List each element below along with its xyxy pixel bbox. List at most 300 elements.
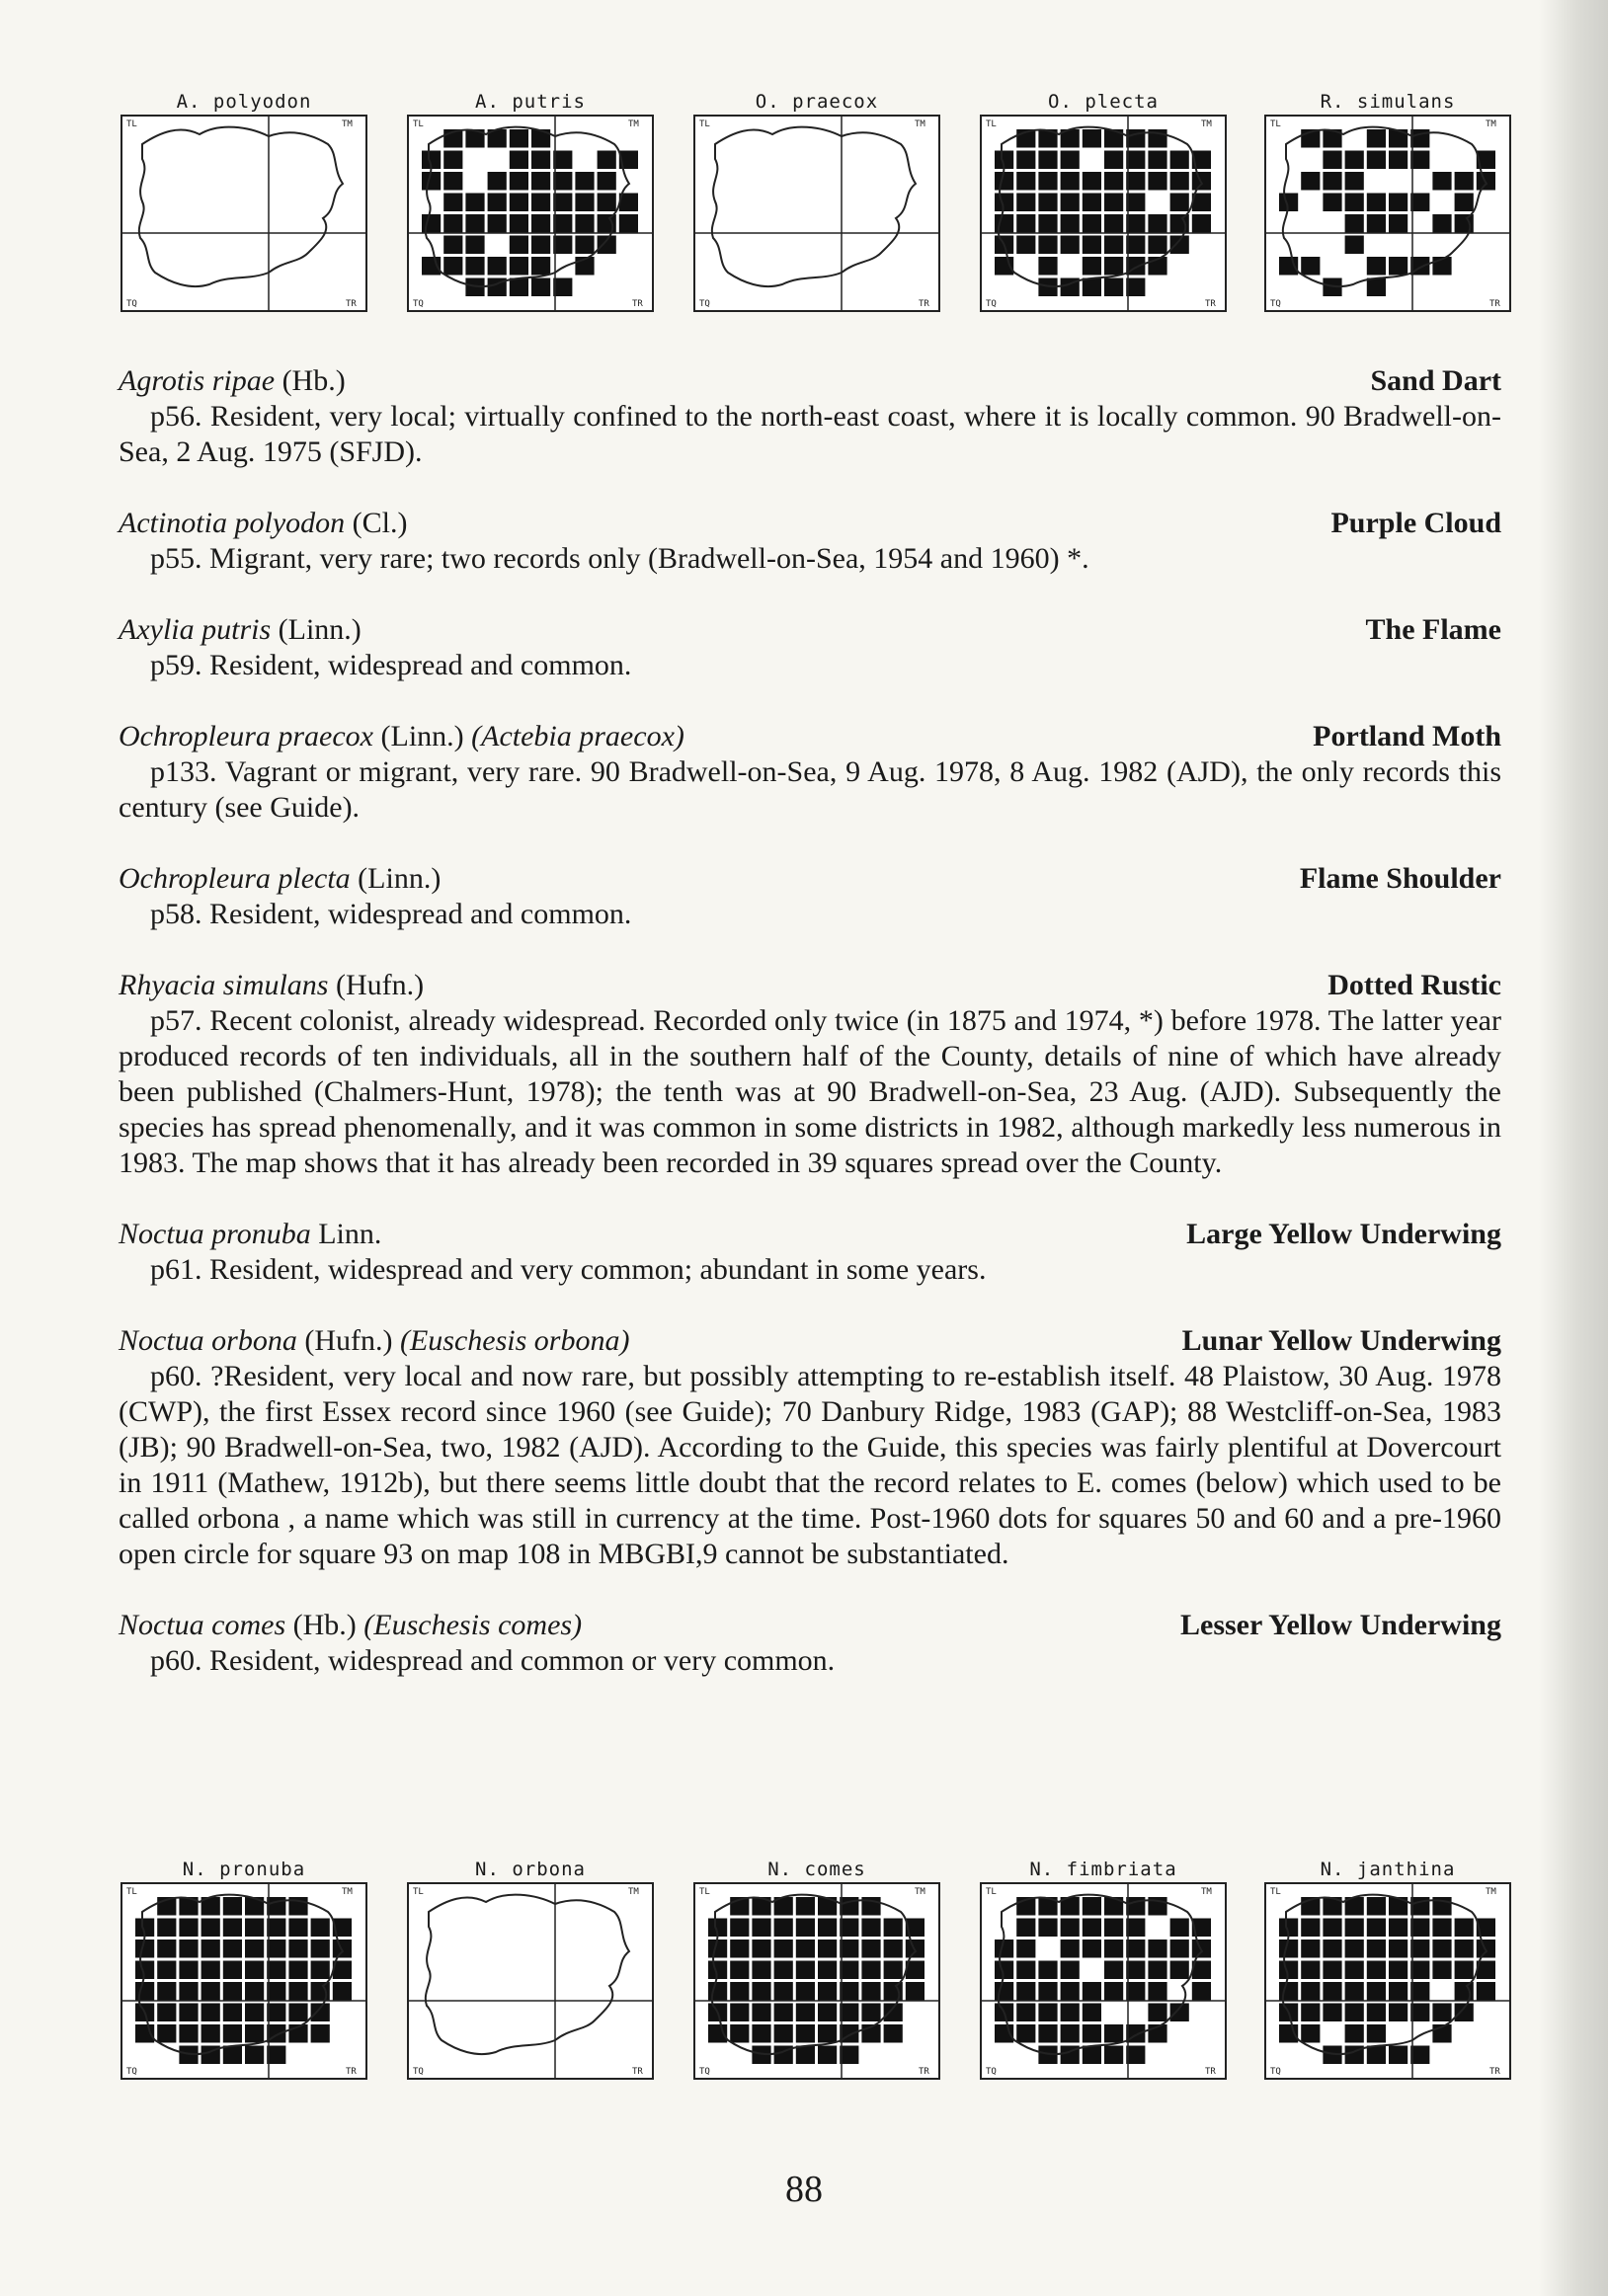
synonym: (Euschesis orbona)	[399, 1324, 630, 1357]
entry-text: p60. Resident, widespread and common or very common.	[150, 1644, 836, 1677]
record-square	[1104, 194, 1123, 212]
record-square	[1104, 1961, 1123, 1980]
record-square	[1170, 1940, 1189, 1958]
record-square	[288, 1919, 307, 1938]
map-title: N. fimbriata	[1029, 1859, 1177, 1880]
record-square	[311, 1961, 330, 1980]
record-square	[1126, 1961, 1145, 1980]
essex-map	[693, 1882, 940, 2080]
record-square	[1367, 194, 1386, 212]
essex-map	[1264, 1882, 1511, 2080]
record-square	[1170, 172, 1189, 191]
distribution-map	[980, 1857, 1227, 2080]
record-square	[1323, 172, 1341, 191]
scientific-name: Agrotis ripae	[119, 364, 276, 397]
record-square	[245, 2004, 264, 2022]
record-square	[1104, 2024, 1123, 2043]
record-square	[1323, 1940, 1341, 1958]
record-square	[1389, 151, 1407, 170]
record-square	[1345, 1961, 1364, 1980]
record-square	[1083, 194, 1101, 212]
record-square	[267, 1961, 285, 1980]
record-square	[598, 236, 616, 255]
page-number: 88	[785, 2169, 823, 2210]
record-square	[135, 1940, 154, 1958]
scientific-name: Noctua pronuba	[119, 1218, 311, 1250]
grid-square-label: TM	[1486, 119, 1496, 129]
record-square	[1410, 1961, 1429, 1980]
record-square	[1367, 1982, 1386, 2001]
map-title: A. polyodon	[176, 91, 312, 113]
record-square	[267, 2004, 285, 2022]
record-square	[245, 1961, 264, 1980]
record-square	[1061, 236, 1080, 255]
record-square	[1038, 1961, 1057, 1980]
record-square	[1345, 151, 1364, 170]
record-square	[488, 257, 507, 276]
record-square	[1389, 2046, 1407, 2065]
record-square	[861, 1982, 880, 2001]
record-square	[267, 2046, 285, 2065]
record-square	[884, 1961, 903, 1980]
record-square	[752, 1982, 770, 2001]
grid-square-label: TR	[1205, 299, 1216, 309]
record-square	[1410, 2046, 1429, 2065]
record-square	[1061, 1940, 1080, 1958]
record-square	[1367, 1940, 1386, 1958]
record-square	[1323, 1919, 1341, 1938]
record-square	[818, 1982, 837, 2001]
record-square	[818, 2024, 837, 2043]
record-square	[443, 257, 462, 276]
record-square	[1038, 2024, 1057, 2043]
record-square	[1083, 236, 1101, 255]
record-square	[311, 1919, 330, 1938]
page-edge-shadow	[1539, 0, 1608, 2296]
record-square	[267, 1919, 285, 1938]
record-square	[531, 214, 550, 233]
record-square	[510, 194, 528, 212]
species-entry	[119, 719, 1501, 826]
grid-square-label: TM	[342, 1887, 353, 1897]
grid-square-label: TM	[1201, 1887, 1212, 1897]
authority: (Cl.)	[345, 507, 408, 539]
record-square	[796, 1982, 815, 2001]
grid-square-label: TR	[632, 2067, 643, 2077]
grid-square-label: TM	[915, 1887, 925, 1897]
record-square	[1083, 214, 1101, 233]
record-square	[840, 1940, 858, 1958]
common-name: The Flame	[1365, 613, 1501, 646]
record-square	[1170, 194, 1189, 212]
record-square	[443, 172, 462, 191]
record-square	[245, 1940, 264, 1958]
record-square	[598, 172, 616, 191]
distribution-map	[693, 89, 940, 312]
distribution-map	[1264, 89, 1511, 312]
record-square	[510, 214, 528, 233]
record-square	[1083, 1940, 1101, 1958]
record-square	[179, 1919, 198, 1938]
record-square	[840, 2004, 858, 2022]
record-square	[1148, 1982, 1166, 2001]
record-square	[1104, 257, 1123, 276]
grid-square-label: TL	[126, 1887, 137, 1897]
species-entry	[119, 363, 1501, 470]
map-title: N. pronuba	[182, 1859, 306, 1880]
record-square	[1367, 257, 1386, 276]
record-square	[245, 2046, 264, 2065]
record-square	[1104, 151, 1123, 170]
record-square	[1345, 1982, 1364, 2001]
record-square	[730, 1919, 749, 1938]
record-square	[1038, 1919, 1057, 1938]
record-square	[1148, 172, 1166, 191]
record-square	[1345, 194, 1364, 212]
distribution-map	[121, 89, 367, 312]
record-square	[510, 151, 528, 170]
record-square	[223, 1897, 242, 1916]
record-square	[1148, 1961, 1166, 1980]
authority: (Hufn.)	[296, 1324, 400, 1357]
grid-square-label: TR	[632, 299, 643, 309]
record-square	[1455, 1919, 1474, 1938]
record-square	[1323, 194, 1341, 212]
grid-square-label: TQ	[699, 2067, 710, 2077]
record-square	[288, 1940, 307, 1958]
record-square	[1410, 2004, 1429, 2022]
record-square	[774, 2024, 793, 2043]
record-square	[1083, 1919, 1101, 1938]
record-square	[1455, 172, 1474, 191]
species-entry	[119, 1608, 1501, 1679]
record-square	[1104, 214, 1123, 233]
record-square	[1061, 151, 1080, 170]
essex-map	[980, 1882, 1227, 2080]
record-square	[553, 151, 572, 170]
grid-square-label: TL	[413, 119, 424, 129]
record-square	[730, 1940, 749, 1958]
entry-heading	[119, 612, 1501, 648]
essex-map	[980, 115, 1227, 312]
grid-square-label: TR	[919, 2067, 929, 2077]
record-square	[443, 214, 462, 233]
record-square	[1083, 2004, 1101, 2022]
record-square	[1455, 1961, 1474, 1980]
record-square	[1038, 257, 1057, 276]
record-square	[1126, 1982, 1145, 2001]
record-square	[1410, 1940, 1429, 1958]
common-name: Large Yellow Underwing	[1186, 1218, 1501, 1250]
record-square	[840, 1961, 858, 1980]
record-square	[884, 1940, 903, 1958]
record-square	[553, 236, 572, 255]
species-entries	[119, 363, 1501, 1714]
record-square	[1367, 1919, 1386, 1938]
record-square	[333, 1982, 352, 2001]
record-square	[1061, 1982, 1080, 2001]
record-square	[1038, 172, 1057, 191]
record-square	[1170, 1919, 1189, 1938]
record-square	[1301, 2004, 1320, 2022]
scientific-name: Ochropleura praecox	[119, 720, 373, 752]
record-square	[1367, 1961, 1386, 1980]
record-square	[575, 236, 594, 255]
species-entry	[119, 612, 1501, 683]
record-square	[1061, 172, 1080, 191]
species-entry	[119, 861, 1501, 932]
scientific-name: Axylia putris	[119, 613, 272, 646]
record-square	[796, 1961, 815, 1980]
record-square	[1104, 172, 1123, 191]
record-square	[245, 2024, 264, 2043]
entry-heading	[119, 861, 1501, 897]
record-square	[730, 2004, 749, 2022]
entry-heading	[119, 506, 1501, 541]
grid-square-label: TR	[919, 299, 929, 309]
map-title: N. orbona	[475, 1859, 586, 1880]
grid-square-label: TQ	[986, 2067, 997, 2077]
record-square	[531, 172, 550, 191]
record-square	[906, 1982, 925, 2001]
record-square	[884, 2024, 903, 2043]
record-square	[1104, 1940, 1123, 1958]
map-title: A. putris	[475, 91, 586, 113]
species-entry	[119, 1217, 1501, 1288]
record-square	[884, 2004, 903, 2022]
record-square	[1410, 1982, 1429, 2001]
record-square	[288, 1982, 307, 2001]
grid-square-label: TR	[1205, 2067, 1216, 2077]
map-title: N. comes	[767, 1859, 866, 1880]
record-square	[708, 1940, 727, 1958]
record-square	[1038, 214, 1057, 233]
record-square	[1016, 236, 1035, 255]
record-square	[1016, 2004, 1035, 2022]
record-square	[1170, 1961, 1189, 1980]
record-square	[553, 172, 572, 191]
entry-text: p56. Resident, very local; virtually confined to the north-east coast, where it is locally common. 90 Bradwell-on-Sea, 2 Aug. 1975 (SFJD).	[119, 400, 1501, 468]
essex-map	[1264, 115, 1511, 312]
record-square	[1061, 2004, 1080, 2022]
record-square	[1301, 2024, 1320, 2043]
entry-heading	[119, 1608, 1501, 1643]
record-square	[157, 1982, 176, 2001]
record-square	[157, 2004, 176, 2022]
record-square	[488, 172, 507, 191]
record-square	[553, 214, 572, 233]
entry-text: p59. Resident, widespread and common.	[150, 649, 632, 681]
record-square	[575, 194, 594, 212]
record-square	[510, 172, 528, 191]
record-square	[531, 194, 550, 212]
authority: (Linn.)	[271, 613, 362, 646]
record-square	[730, 1961, 749, 1980]
grid-square-label: TL	[986, 1887, 997, 1897]
record-square	[752, 1940, 770, 1958]
grid-square-label: TR	[346, 299, 357, 309]
record-square	[443, 194, 462, 212]
record-square	[223, 1961, 242, 1980]
record-square	[311, 2004, 330, 2022]
record-square	[1477, 1982, 1495, 2001]
record-square	[1455, 2004, 1474, 2022]
record-square	[1345, 2004, 1364, 2022]
record-square	[818, 2004, 837, 2022]
record-square	[422, 172, 441, 191]
grid-square-label: TL	[126, 119, 137, 129]
record-square	[1038, 1982, 1057, 2001]
record-square	[1367, 1897, 1386, 1916]
record-square	[1389, 1982, 1407, 2001]
record-square	[995, 172, 1013, 191]
record-square	[1389, 214, 1407, 233]
record-square	[201, 1982, 220, 2001]
record-square	[465, 214, 484, 233]
record-square	[1038, 236, 1057, 255]
record-square	[1345, 1940, 1364, 1958]
record-square	[1410, 1919, 1429, 1938]
record-square	[531, 257, 550, 276]
entry-text: p60. ?Resident, very local and now rare, but possibly attempting to re-establish itself. 48 Plaistow, 30 Aug. 1978 (CWP), the first Essex record since 1960 (see Guide); 70 Danbury Ridge, 1983 (GAP); 88 Westcliff-on-Sea, 1983 (JB); 90 Bradwell-on-Sea, two, 1982 (AJD). According to the Guide, this species was fairly plentiful at Dovercourt in 1911 (Mathew, 1912b), but there seems little doubt that the record relates to E. comes (below) which used to be called orbona , a name which was still in currency at the time. Post-1960 dots for squares 50 and 60 and a pre-1960 open circle for square 93 on map 108 in MBGBI,9 cannot be substantiated.	[119, 1360, 1501, 1570]
record-square	[1016, 1919, 1035, 1938]
distribution-map	[121, 1857, 367, 2080]
grid-square-label: TQ	[699, 299, 710, 309]
record-square	[1345, 2024, 1364, 2043]
record-square	[531, 278, 550, 297]
record-square	[1455, 194, 1474, 212]
essex-map	[121, 1882, 367, 2080]
grid-square-label: TM	[915, 119, 925, 129]
common-name: Sand Dart	[1370, 364, 1501, 397]
record-square	[1367, 2024, 1386, 2043]
record-square	[201, 1961, 220, 1980]
record-square	[1432, 1919, 1451, 1938]
record-square	[179, 1961, 198, 1980]
record-square	[840, 1919, 858, 1938]
distribution-map	[693, 1857, 940, 2080]
record-square	[1083, 172, 1101, 191]
grid-square-label: TM	[628, 119, 639, 129]
record-square	[1410, 151, 1429, 170]
record-square	[443, 151, 462, 170]
distribution-map	[407, 89, 654, 312]
record-square	[1126, 151, 1145, 170]
record-square	[1083, 2046, 1101, 2065]
record-square	[1367, 278, 1386, 297]
record-square	[1148, 2004, 1166, 2022]
common-name: Purple Cloud	[1330, 507, 1501, 539]
record-square	[840, 2046, 858, 2065]
map-title: O. praecox	[755, 91, 879, 113]
record-square	[488, 214, 507, 233]
record-square	[1083, 2024, 1101, 2043]
record-square	[774, 1982, 793, 2001]
grid-square-label: TL	[986, 119, 997, 129]
record-square	[818, 1919, 837, 1938]
record-square	[1061, 214, 1080, 233]
record-square	[1432, 1961, 1451, 1980]
record-square	[1104, 2046, 1123, 2065]
record-square	[796, 2046, 815, 2065]
record-square	[553, 278, 572, 297]
record-square	[1170, 2004, 1189, 2022]
record-square	[1367, 2004, 1386, 2022]
entry-text: p133. Vagrant or migrant, very rare. 90 Bradwell-on-Sea, 9 Aug. 1978, 8 Aug. 1982 (AJD), the only records this century (see Guide).	[119, 755, 1501, 824]
record-square	[179, 1940, 198, 1958]
grid-square-label: TL	[699, 119, 710, 129]
record-square	[201, 2004, 220, 2022]
record-square	[752, 2024, 770, 2043]
grid-square-label: TM	[1486, 1887, 1496, 1897]
record-square	[179, 2024, 198, 2043]
record-square	[1323, 1961, 1341, 1980]
record-square	[1126, 236, 1145, 255]
record-square	[245, 1919, 264, 1938]
record-square	[1061, 2024, 1080, 2043]
record-square	[1126, 278, 1145, 297]
scientific-name: Noctua comes	[119, 1609, 286, 1641]
record-square	[861, 1940, 880, 1958]
record-square	[465, 257, 484, 276]
authority: (Linn.)	[350, 862, 442, 895]
record-square	[267, 1940, 285, 1958]
record-square	[1432, 214, 1451, 233]
authority: (Hufn.)	[328, 969, 425, 1001]
record-square	[179, 1982, 198, 2001]
record-square	[774, 1940, 793, 1958]
record-square	[1126, 1919, 1145, 1938]
record-square	[598, 151, 616, 170]
grid-square-label: TR	[1489, 2067, 1500, 2077]
common-name: Lunar Yellow Underwing	[1181, 1324, 1501, 1357]
record-square	[1455, 1940, 1474, 1958]
record-square	[223, 2024, 242, 2043]
record-square	[311, 2024, 330, 2043]
grid-square-label: TR	[346, 2067, 357, 2077]
record-square	[1016, 1940, 1035, 1958]
common-name: Portland Moth	[1313, 720, 1501, 752]
record-square	[267, 1982, 285, 2001]
record-square	[488, 194, 507, 212]
record-square	[157, 2024, 176, 2043]
species-entry	[119, 968, 1501, 1181]
essex-map	[121, 115, 367, 312]
record-square	[245, 1982, 264, 2001]
record-square	[796, 2024, 815, 2043]
record-square	[510, 129, 528, 148]
map-title: O. plecta	[1048, 91, 1159, 113]
record-square	[619, 214, 638, 233]
record-square	[1016, 1982, 1035, 2001]
grid-square-label: TM	[1201, 119, 1212, 129]
record-square	[1126, 214, 1145, 233]
record-square	[1170, 236, 1189, 255]
grid-square-label: TQ	[126, 2067, 137, 2077]
record-square	[223, 1919, 242, 1938]
record-square	[1367, 129, 1386, 148]
record-square	[1367, 2046, 1386, 2065]
record-square	[1170, 151, 1189, 170]
record-square	[1367, 214, 1386, 233]
record-square	[288, 2004, 307, 2022]
record-square	[818, 1940, 837, 1958]
common-name: Dotted Rustic	[1327, 969, 1501, 1001]
synonym: (Euschesis comes)	[363, 1609, 583, 1641]
record-square	[861, 1919, 880, 1938]
scientific-name: Rhyacia simulans	[119, 969, 329, 1001]
record-square	[288, 1961, 307, 1980]
